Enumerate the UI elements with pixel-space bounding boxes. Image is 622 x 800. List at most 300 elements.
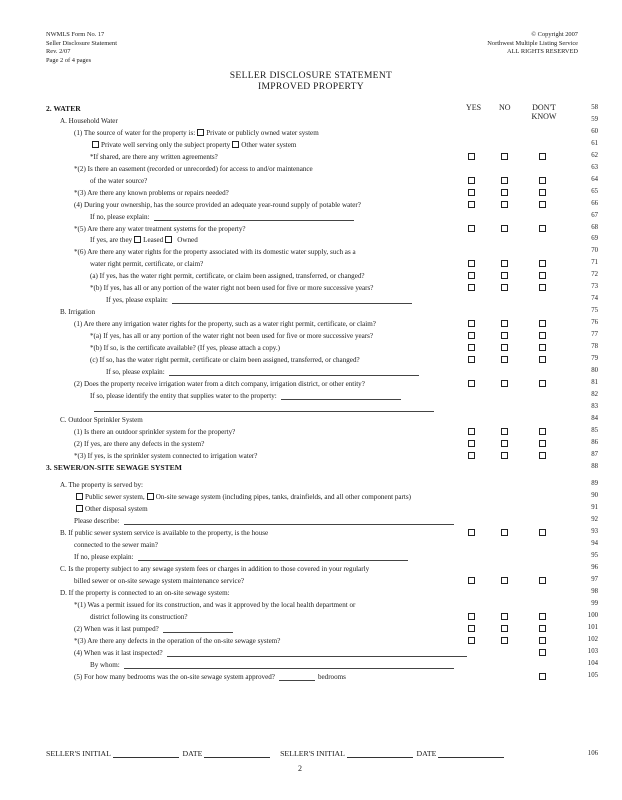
question-label: If yes, are they	[90, 236, 133, 245]
line-number: 90	[591, 492, 598, 500]
line-number: 92	[591, 516, 598, 524]
form-row	[0, 331, 622, 342]
no-checkbox[interactable]	[501, 577, 508, 584]
yes-checkbox[interactable]	[468, 625, 475, 632]
option-label: Private or publicly owned water system	[206, 128, 319, 137]
option-label: bedrooms	[317, 672, 346, 681]
question-label: A. Household Water	[60, 116, 118, 125]
no-checkbox[interactable]	[501, 284, 508, 291]
no-checkbox[interactable]	[501, 153, 508, 160]
line-number: 59	[591, 115, 598, 123]
question-label: If yes, please explain:	[106, 296, 168, 305]
line-number: 74	[591, 295, 598, 303]
form-row	[0, 319, 622, 330]
page-count: Page 2 of 4 pages	[46, 56, 92, 64]
question-text	[90, 212, 354, 222]
question-text	[90, 331, 373, 341]
dont-know-checkbox[interactable]	[539, 529, 546, 536]
question-label: of the water source?	[90, 176, 148, 185]
yes-checkbox[interactable]	[468, 529, 475, 536]
option-label: Owned	[177, 236, 198, 245]
line-number: 100	[587, 611, 598, 619]
question-label: *If shared, are there any written agreements?	[90, 152, 218, 161]
question-label: D. If the property is connected to an on-site sewage system:	[60, 589, 230, 597]
question-text	[74, 224, 246, 234]
answer-line[interactable]	[94, 404, 434, 412]
form-row	[0, 367, 622, 378]
question-text	[60, 307, 95, 317]
question-label: (a) If yes, has the water right permit, certificate, or claim been assigned, transferred, or changed?	[90, 272, 365, 281]
yes-checkbox[interactable]	[468, 189, 475, 196]
form-row	[0, 235, 622, 246]
form-row	[0, 492, 622, 503]
question-text	[90, 259, 203, 269]
publisher: Northwest Multiple Listing Service	[487, 39, 578, 47]
form-row	[0, 588, 622, 599]
no-checkbox[interactable]	[501, 380, 508, 387]
answer-line[interactable]	[124, 661, 454, 669]
dont-know-checkbox[interactable]	[539, 577, 546, 584]
question-text	[74, 247, 356, 257]
line-number: 96	[591, 564, 598, 572]
form-row	[0, 271, 622, 282]
form-row	[0, 379, 622, 390]
form-row	[0, 212, 622, 223]
question-text	[90, 355, 360, 365]
line-number: 83	[591, 402, 598, 410]
seller-initial-label-2: SELLER'S INITIAL	[280, 749, 345, 758]
question-text	[74, 648, 467, 658]
line-number: 75	[591, 307, 598, 315]
question-label: Other disposal system	[85, 505, 148, 514]
question-label: water right permit, certificate, or claim?	[90, 260, 204, 269]
form-row	[0, 480, 622, 491]
question-label: B. Irrigation	[60, 308, 96, 317]
question-label: *(b) If so, is the certificate available? (If yes, please attach a copy.)	[90, 344, 280, 352]
form-row	[0, 427, 622, 438]
question-text	[90, 660, 454, 670]
line-number: 62	[591, 151, 598, 159]
yes-checkbox[interactable]	[468, 613, 475, 620]
form-row	[0, 283, 622, 294]
no-checkbox[interactable]	[501, 332, 508, 339]
signature-footer	[46, 749, 504, 758]
form-row	[0, 564, 622, 575]
form-row	[0, 415, 622, 426]
dont-know-checkbox[interactable]	[539, 452, 546, 459]
question-label: *(3) Are there any defects in the operation of the on-site sewage system?	[74, 636, 281, 645]
yes-checkbox[interactable]	[468, 272, 475, 279]
no-checkbox[interactable]	[501, 613, 508, 620]
question-label: (c) If so, has the water right permit, certificate or claim been assigned, transferred, or changed?	[90, 355, 360, 364]
dont-know-checkbox[interactable]	[539, 649, 546, 656]
line-number: 88	[591, 462, 598, 470]
option-checkbox[interactable]	[76, 493, 83, 500]
form-row	[0, 188, 622, 199]
question-text	[74, 427, 235, 437]
answer-line[interactable]	[138, 553, 408, 561]
form-row	[0, 391, 622, 402]
line-number: 78	[591, 343, 598, 350]
form-row	[0, 636, 622, 647]
question-label: 3. SEWER/ON-SITE SEWAGE SYSTEM	[46, 462, 182, 472]
line-number: 84	[591, 414, 598, 422]
question-label: Public sewer system,	[85, 493, 145, 502]
yes-checkbox[interactable]	[468, 260, 475, 267]
no-checkbox[interactable]	[501, 452, 508, 459]
question-text	[60, 588, 230, 598]
yes-checkbox[interactable]	[468, 428, 475, 435]
dont-know-checkbox[interactable]	[539, 225, 546, 232]
question-label: district following its construction?	[90, 612, 188, 621]
question-label: B. If public sewer system service is available to the property, is the house	[60, 529, 269, 538]
answer-line[interactable]	[169, 368, 419, 376]
form-row	[0, 451, 622, 462]
form-row	[0, 259, 622, 270]
option-label: Leased	[143, 236, 164, 245]
seller-initial-field[interactable]	[113, 749, 179, 758]
seller-initial-label: SELLER'S INITIAL	[46, 749, 111, 758]
option-checkbox[interactable]	[165, 236, 172, 243]
option-checkbox[interactable]	[134, 236, 141, 243]
form-header-left	[46, 31, 117, 65]
know-label: KNOW	[531, 112, 557, 121]
form-revision: Rev. 2/07	[46, 48, 71, 55]
question-label: If so, please explain:	[106, 367, 165, 376]
line-number: 71	[591, 259, 598, 267]
form-row	[0, 672, 622, 683]
no-column-header: NO	[499, 103, 511, 112]
no-checkbox[interactable]	[501, 201, 508, 208]
line-number: 80	[591, 366, 598, 374]
form-row	[0, 247, 622, 258]
line-number: 68	[591, 223, 598, 231]
option-checkbox[interactable]	[232, 141, 239, 148]
question-text	[74, 164, 313, 174]
line-number: 76	[591, 319, 598, 327]
line-number: 86	[591, 438, 598, 446]
line-number: 98	[591, 588, 598, 595]
line-number: 93	[591, 528, 598, 536]
dont-know-checkbox[interactable]	[539, 284, 546, 291]
question-label: connected to the sewer main?	[74, 541, 158, 550]
form-number: NWMLS Form No. 17	[46, 31, 105, 38]
question-label: billed sewer or on-site sewage system maintenance service?	[74, 577, 244, 586]
question-label: (2) Does the property receive irrigation water from a ditch company, irrigation district, or other entity?	[74, 379, 365, 388]
answer-line[interactable]	[154, 213, 354, 221]
question-label: *(b) If yes, has all or any portion of the water right not been used for five or more successive years?	[90, 284, 374, 293]
question-text	[90, 140, 296, 150]
no-checkbox[interactable]	[501, 320, 508, 327]
line-number: 103	[587, 647, 598, 655]
question-label: (4) During your ownership, has the source provided an adequate year-round supply of potable water?	[74, 200, 361, 209]
line-number: 87	[591, 450, 598, 458]
no-checkbox[interactable]	[501, 189, 508, 196]
line-number: 70	[591, 247, 598, 255]
line-number: 97	[591, 576, 598, 584]
question-label: *(2) Is there an easement (recorded or unrecorded) for access to and/or maintenance	[74, 164, 313, 173]
line-number: 66	[591, 199, 598, 207]
option-checkbox[interactable]	[197, 129, 204, 136]
line-number: 65	[591, 187, 598, 195]
yes-checkbox[interactable]	[468, 177, 475, 184]
line-number: 99	[591, 599, 598, 607]
yes-checkbox[interactable]	[468, 332, 475, 339]
seller-initial-field-2[interactable]	[347, 749, 413, 758]
question-text	[60, 528, 268, 538]
question-label: 2. WATER	[46, 104, 81, 113]
question-text	[90, 152, 218, 162]
question-text	[74, 439, 204, 449]
option-checkbox[interactable]	[147, 493, 154, 500]
form-row	[0, 403, 622, 414]
line-number: 91	[591, 504, 598, 512]
yes-checkbox[interactable]	[468, 637, 475, 644]
answer-line[interactable]	[167, 649, 467, 657]
form-header-right	[452, 31, 578, 57]
question-text	[60, 564, 369, 574]
question-text	[74, 636, 280, 646]
no-checkbox[interactable]	[501, 177, 508, 184]
form-row	[0, 540, 622, 551]
question-label: Please describe:	[74, 517, 120, 526]
yes-checkbox[interactable]	[468, 577, 475, 584]
page-title	[200, 70, 422, 92]
no-checkbox[interactable]	[501, 260, 508, 267]
question-label: (1) Are there any irrigation water rights for the property, such as a water right permit, certificate, or claim?	[74, 320, 376, 329]
line-number: 72	[591, 271, 598, 279]
line-number: 95	[591, 552, 598, 560]
question-text	[106, 295, 412, 305]
dont-know-checkbox[interactable]	[539, 272, 546, 279]
form-row	[0, 648, 622, 659]
question-label: *(a) If yes, has all or any portion of the water right not been used for five or more successive years?	[90, 332, 374, 341]
question-text	[74, 504, 148, 514]
question-text	[74, 451, 257, 461]
question-label: A. The property is served by:	[60, 481, 144, 490]
question-text	[74, 576, 244, 586]
option-checkbox[interactable]	[76, 505, 83, 512]
line-number: 94	[591, 540, 598, 548]
form-row	[0, 104, 622, 115]
answer-line[interactable]	[281, 392, 401, 400]
form-row	[0, 463, 622, 474]
dont-know-checkbox[interactable]	[539, 625, 546, 632]
page-number: 2	[298, 764, 302, 773]
dont-know-checkbox[interactable]	[539, 177, 546, 184]
no-checkbox[interactable]	[501, 625, 508, 632]
question-text	[46, 463, 182, 473]
line-number: 64	[591, 175, 598, 183]
question-text	[90, 176, 147, 186]
question-text	[74, 188, 229, 198]
question-label: C. Is the property subject to any sewage system fees or charges in addition to those covered in your regularly	[60, 565, 370, 574]
line-number: 101	[587, 623, 598, 631]
line-number: 79	[591, 354, 598, 362]
line-number: 73	[591, 283, 598, 291]
no-checkbox[interactable]	[501, 428, 508, 435]
line-number: 82	[591, 390, 598, 398]
yes-checkbox[interactable]	[468, 201, 475, 208]
form-row	[0, 128, 622, 139]
line-number: 77	[591, 331, 598, 339]
line-number: 105	[587, 671, 598, 679]
date-label: DATE	[182, 749, 203, 758]
question-text	[46, 104, 81, 114]
question-text	[90, 612, 188, 622]
answer-line[interactable]	[124, 517, 454, 525]
question-text	[74, 319, 376, 329]
question-text	[90, 391, 401, 401]
line-number: 58	[591, 104, 598, 111]
question-text	[74, 379, 365, 389]
no-checkbox[interactable]	[501, 529, 508, 536]
form-row	[0, 439, 622, 450]
form-row	[0, 343, 622, 354]
question-label: (2) When was it last pumped?	[74, 624, 159, 633]
form-row	[0, 224, 622, 235]
dont-know-checkbox[interactable]	[539, 320, 546, 327]
question-text	[106, 367, 419, 377]
question-text	[60, 116, 118, 126]
dont-know-checkbox[interactable]	[539, 201, 546, 208]
form-row	[0, 176, 622, 187]
dont-know-checkbox[interactable]	[539, 260, 546, 267]
yes-checkbox[interactable]	[468, 452, 475, 459]
question-label: If so, please identify the entity that supplies water to the property:	[90, 391, 277, 400]
form-row	[0, 660, 622, 671]
answer-line[interactable]	[172, 296, 412, 304]
yes-checkbox[interactable]	[468, 344, 475, 351]
answer-line[interactable]	[163, 625, 233, 633]
title-line-2: IMPROVED PROPERTY	[257, 81, 365, 92]
question-text	[74, 552, 408, 562]
question-text	[74, 200, 361, 210]
form-row	[0, 355, 622, 366]
question-text	[90, 343, 280, 353]
line-number: 106	[587, 750, 598, 757]
no-checkbox[interactable]	[501, 272, 508, 279]
option-checkbox[interactable]	[92, 141, 99, 148]
answer-line[interactable]	[279, 673, 315, 681]
question-label: *(3) If yes, is the sprinkler system connected to irrigation water?	[74, 451, 258, 460]
dont-know-checkbox[interactable]	[539, 332, 546, 339]
form-row	[0, 152, 622, 163]
question-label: *(6) Are there any water rights for the property associated with its domestic water supply, such as a	[74, 248, 356, 257]
dont-know-checkbox[interactable]	[539, 153, 546, 160]
line-number: 63	[591, 163, 598, 171]
dont-know-checkbox[interactable]	[539, 189, 546, 196]
form-row	[0, 164, 622, 175]
yes-column-header: YES	[466, 103, 482, 112]
yes-checkbox[interactable]	[468, 225, 475, 232]
date-label-2: DATE	[416, 749, 437, 758]
question-text	[74, 600, 355, 610]
question-text	[60, 480, 143, 490]
date-field-2[interactable]	[438, 749, 504, 758]
yes-checkbox[interactable]	[468, 153, 475, 160]
dont-know-checkbox[interactable]	[539, 356, 546, 363]
question-label: *(3) Are there any known problems or repairs needed?	[74, 188, 229, 197]
yes-checkbox[interactable]	[468, 320, 475, 327]
question-label: By whom:	[90, 660, 120, 669]
yes-checkbox[interactable]	[468, 440, 475, 447]
question-text	[90, 235, 198, 245]
line-number: 67	[591, 211, 598, 219]
line-number: 69	[591, 235, 598, 243]
form-row	[0, 504, 622, 515]
dont-know-checkbox[interactable]	[539, 428, 546, 435]
form-name: Seller Disclosure Statement	[46, 39, 117, 47]
no-checkbox[interactable]	[501, 344, 508, 351]
question-text	[90, 403, 434, 413]
form-row	[0, 552, 622, 563]
dont-know-checkbox[interactable]	[539, 613, 546, 620]
form-row	[0, 200, 622, 211]
form-row	[0, 576, 622, 587]
dont-know-checkbox[interactable]	[539, 440, 546, 447]
question-label: C. Outdoor Sprinkler System	[60, 415, 143, 424]
dont-know-checkbox[interactable]	[539, 380, 546, 387]
dont-know-checkbox[interactable]	[539, 637, 546, 644]
yes-checkbox[interactable]	[468, 356, 475, 363]
form-row	[0, 307, 622, 318]
question-label: If no, please explain:	[90, 212, 150, 221]
question-text	[90, 271, 365, 281]
form-row	[0, 116, 622, 127]
question-label: (4) When was it last inspected?	[74, 648, 163, 657]
question-text	[74, 672, 346, 682]
line-number: 60	[591, 127, 598, 135]
no-checkbox[interactable]	[501, 440, 508, 447]
question-label: (1) The source of water for the property is:	[74, 128, 196, 137]
form-row	[0, 624, 622, 635]
no-checkbox[interactable]	[501, 225, 508, 232]
form-row	[0, 600, 622, 611]
question-label: (5) For how many bedrooms was the on-site sewage system approved?	[74, 672, 275, 681]
form-row	[0, 516, 622, 527]
yes-checkbox[interactable]	[468, 284, 475, 291]
no-checkbox[interactable]	[501, 637, 508, 644]
question-label: (1) Is there an outdoor sprinkler system for the property?	[74, 427, 236, 436]
question-text	[60, 415, 143, 425]
yes-checkbox[interactable]	[468, 380, 475, 387]
question-label: *(1) Was a permit issued for its construction, and was it approved by the local health department or	[74, 600, 356, 609]
line-number: 81	[591, 378, 598, 386]
dont-know-label: DON'T	[532, 103, 556, 112]
question-label: If no, please explain:	[74, 553, 134, 562]
question-text	[74, 128, 319, 138]
question-text	[74, 540, 158, 550]
line-number: 104	[587, 659, 598, 667]
line-number: 102	[587, 635, 598, 643]
form-row	[0, 295, 622, 306]
date-field[interactable]	[204, 749, 270, 758]
dont-know-checkbox[interactable]	[539, 344, 546, 351]
form-row	[0, 612, 622, 623]
question-text	[74, 624, 233, 634]
no-checkbox[interactable]	[501, 356, 508, 363]
title-line-1: SELLER DISCLOSURE STATEMENT	[229, 70, 393, 81]
dont-know-checkbox[interactable]	[539, 673, 546, 680]
copyright: © Copyright 2007	[531, 31, 578, 38]
question-text	[90, 283, 373, 293]
line-number: 85	[591, 426, 598, 434]
question-label: (2) If yes, are there any defects in the system?	[74, 439, 205, 448]
form-row	[0, 528, 622, 539]
question-label: Private well serving only the subject property	[101, 140, 231, 149]
line-number: 89	[591, 480, 598, 488]
